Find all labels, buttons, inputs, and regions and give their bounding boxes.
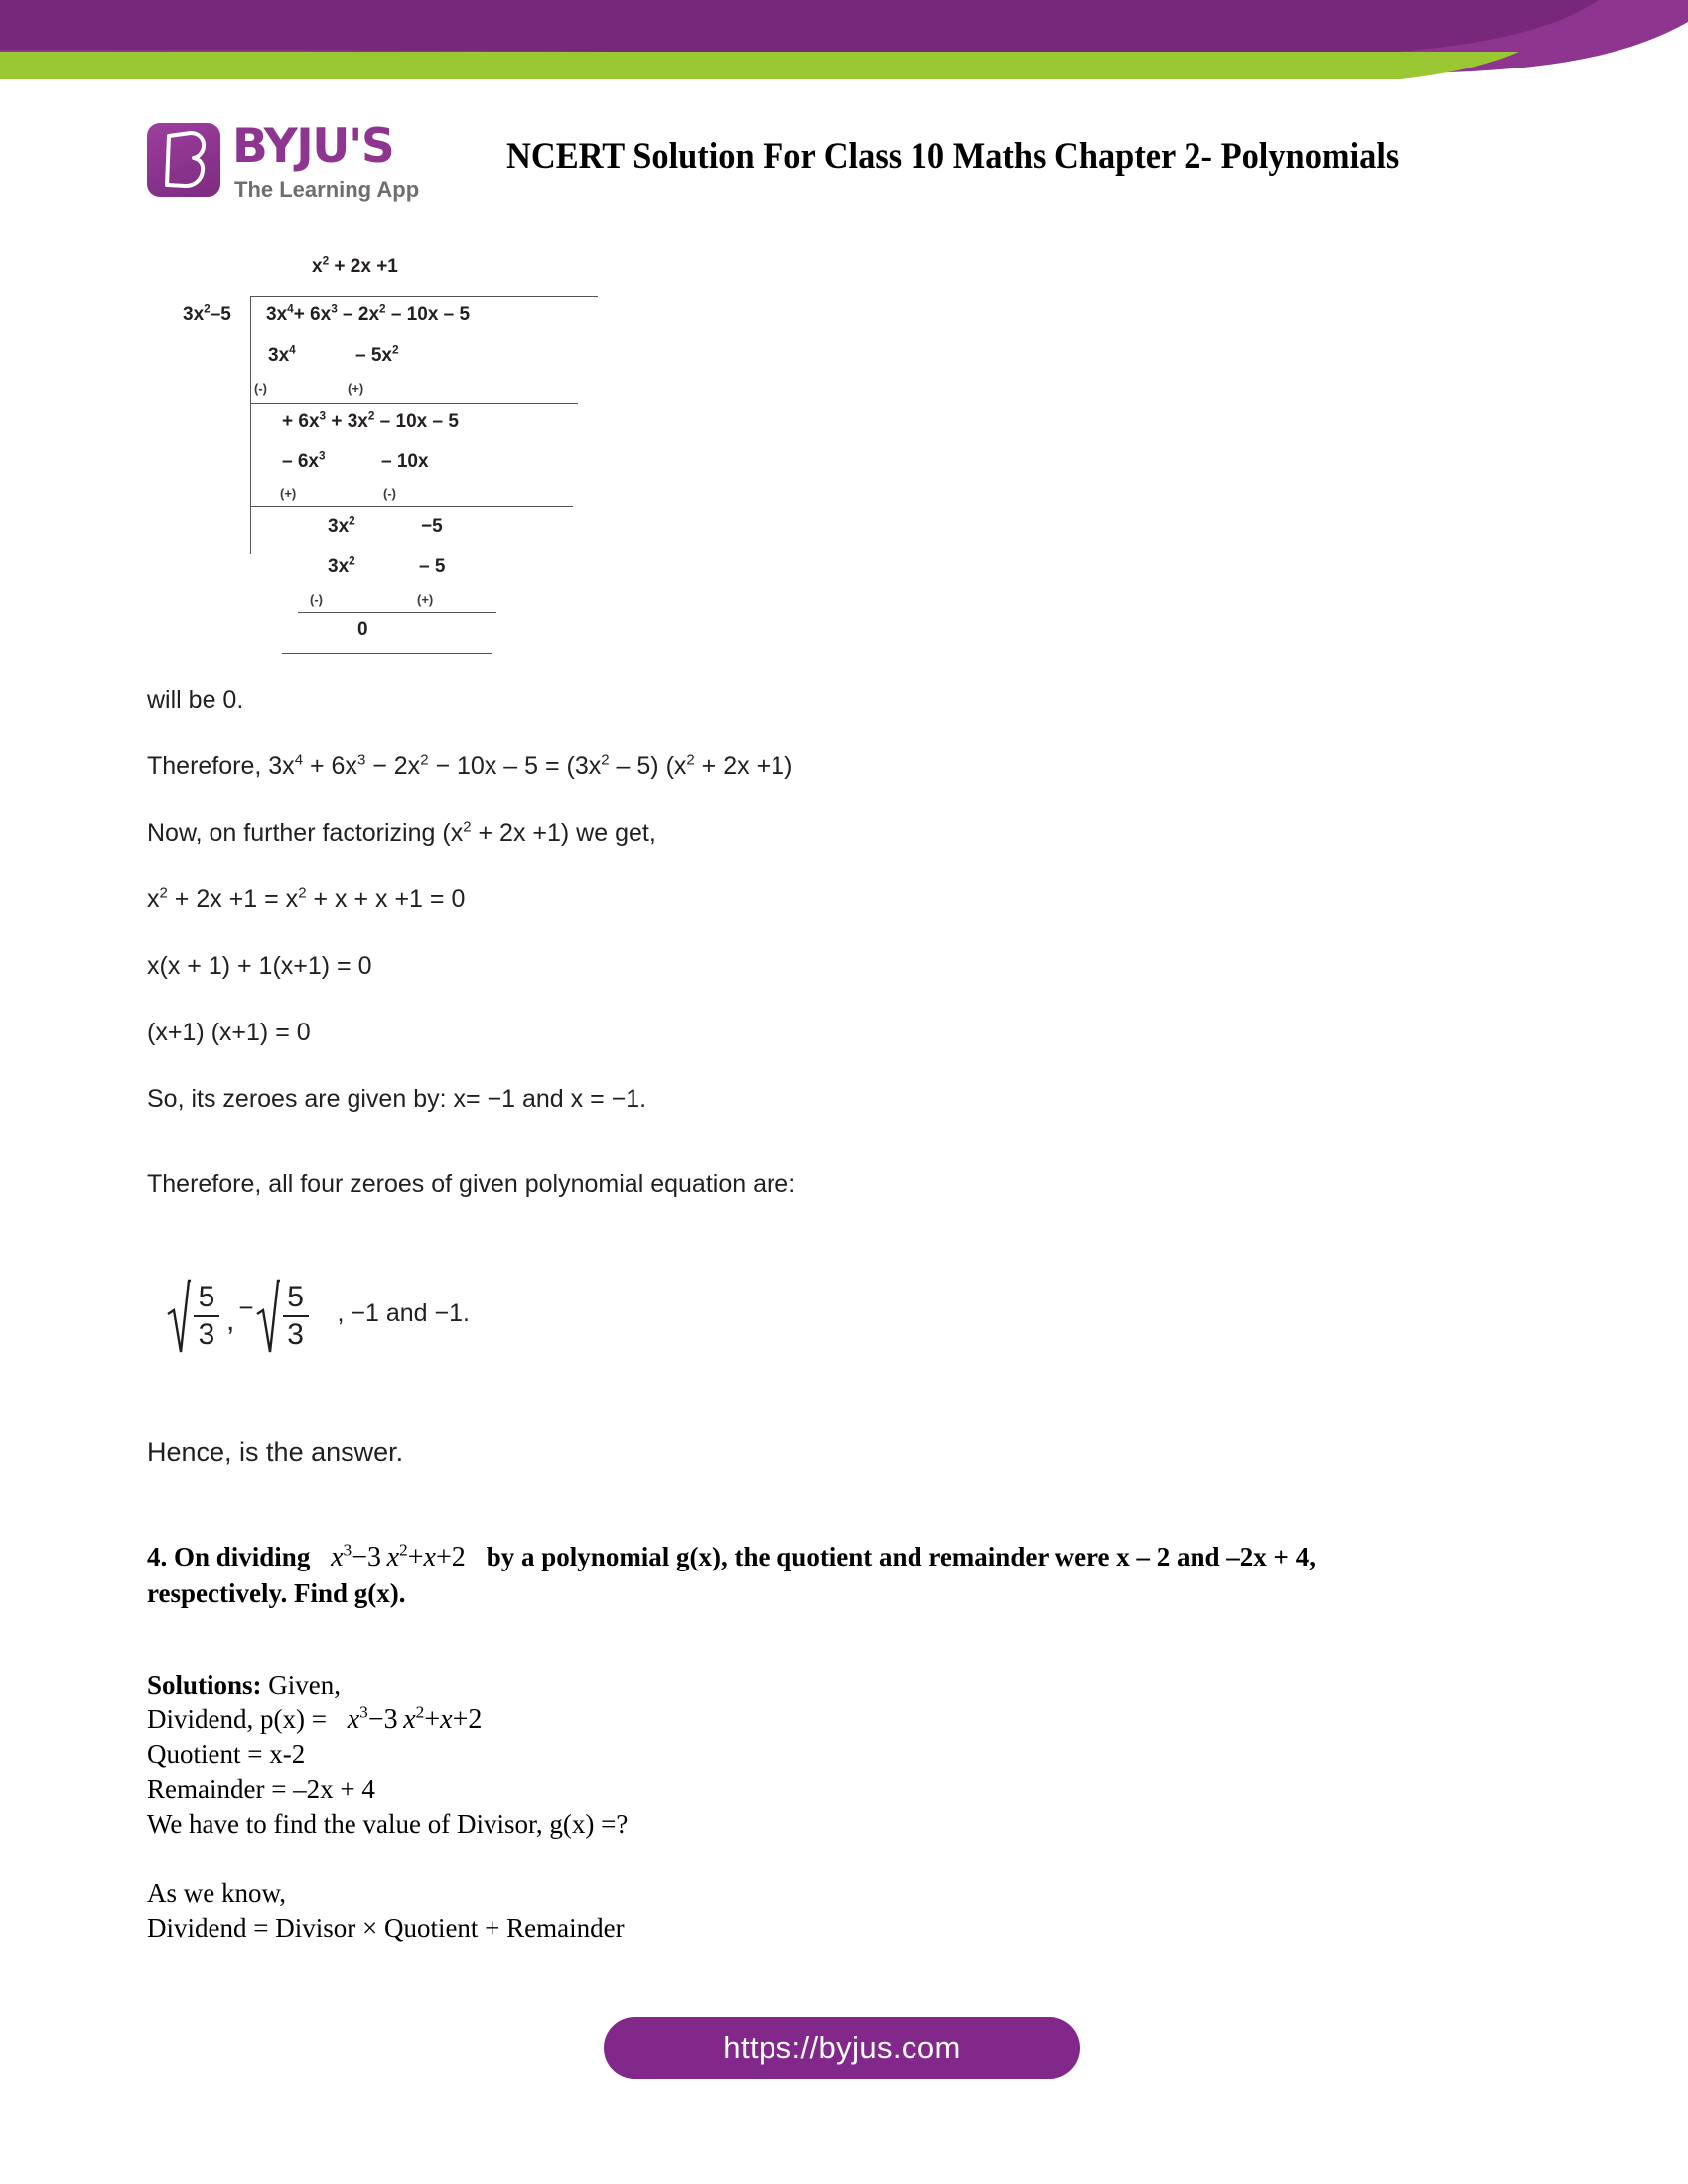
question-4-prefix: 4. On dividing [147, 1542, 311, 1571]
division-step-5-left: $3x^2$ [328, 554, 355, 577]
fraction-numerator-2: 5 [287, 1281, 304, 1313]
fraction-bar-2 [283, 1315, 309, 1317]
division-quotient: $x^2 + 2x +1$ [312, 254, 398, 277]
division-bracket-vertical [250, 296, 251, 554]
division-sign-1-left: (-) [254, 381, 267, 396]
division-sign-2-left: (+) [280, 486, 297, 501]
long-division-figure [183, 254, 707, 693]
fraction-five-thirds [191, 1273, 224, 1356]
page-title: NCERT Solution For Class 10 Maths Chapter 2- Polynomials [506, 136, 1400, 177]
solutions-given: Given, [268, 1670, 342, 1700]
division-step-1: $3x^4$ [268, 343, 296, 366]
division-sign-1-right: (+) [348, 381, 364, 396]
fraction-denominator-2: 3 [287, 1318, 304, 1351]
fraction-five-thirds-2 [280, 1273, 314, 1356]
fraction-denominator: 3 [198, 1318, 215, 1351]
division-rule-4 [282, 653, 492, 654]
line-all-four-zeroes: Therefore, all four zeroes of given polynomial equation are: [147, 1170, 796, 1198]
question-4-expression: $x^3-3$ $x^2+x+2$ [331, 1540, 487, 1572]
hence-answer-line: Hence, is the answer. [147, 1437, 404, 1467]
radical-sign-icon-2 [256, 1273, 280, 1356]
solutions-label: Solutions: [147, 1670, 262, 1700]
question-4-second-line: respectively. Find g(x). [147, 1578, 406, 1608]
radical-sign-icon [167, 1273, 191, 1356]
byjus-b-icon [147, 123, 220, 197]
sqrt-negative [256, 1273, 314, 1356]
division-step-4-left: $3x^2$ [328, 514, 355, 537]
byjus-tagline: The Learning App [234, 177, 420, 202]
byjus-logo [147, 119, 475, 218]
page-header [0, 117, 1688, 236]
solution-4-block [147, 1668, 1239, 1946]
division-step-5-right: – 5 [419, 556, 446, 577]
division-rule-1 [250, 403, 578, 404]
solution-spacer [147, 1842, 1239, 1876]
solution-find-divisor-row: We have to find the value of Divisor, g(x) =? [147, 1809, 629, 1839]
radical-zeroes-expression [167, 1273, 470, 1356]
solution-as-we-know-row: As we know, [147, 1878, 286, 1908]
fraction-bar [194, 1315, 219, 1317]
solution-identity-row: Dividend = Divisor × Quotient + Remainder [147, 1913, 625, 1943]
division-step-3-left: – $6x^3$ [282, 449, 326, 472]
division-step-1-right: – $5x^2$ [355, 343, 399, 366]
division-sign-3-left: (-) [310, 592, 323, 607]
division-step-2: + $6x^3 + 3x^2 - 10x - 5$ [282, 409, 459, 432]
sqrt-positive [167, 1273, 224, 1356]
fraction-numerator: 5 [198, 1281, 215, 1313]
solution-dividend-row [147, 1703, 1239, 1737]
question-4-middle: by a polynomial g(x), the quotient and remainder were x – 2 and –2x + 4, [486, 1542, 1316, 1571]
division-step-3-right: – 10x [381, 451, 429, 472]
byjus-url-button[interactable] [604, 2017, 1080, 2079]
radical-tail-text: , −1 and −1. [337, 1298, 470, 1327]
radical-minus-sign: − [238, 1292, 254, 1322]
byjus-url-label: https://byjus.com [723, 2030, 961, 2065]
division-dividend: $3x^4+ 6x^3 - 2x^2 - 10x - 5$ [266, 302, 471, 325]
division-rule-2 [250, 506, 573, 507]
division-rule-3 [298, 612, 496, 613]
division-sign-3-right: (+) [417, 592, 434, 607]
division-remainder: 0 [357, 619, 368, 640]
solution-given-row [147, 1668, 1239, 1703]
division-bracket-top [250, 296, 598, 297]
radical-comma: , [226, 1304, 235, 1337]
line-further-factorizing: Now, on further factorizing $(x^2 + 2x +1)$ we get, [147, 818, 656, 847]
dividend-label: Dividend, p(x) = [147, 1705, 327, 1734]
solution-quotient-row: Quotient = x-2 [147, 1739, 306, 1769]
division-divisor: $3x^2-5$ [183, 302, 231, 325]
byjus-wordmark: BYJU'S [232, 119, 394, 174]
line-will-be-zero: will be 0. [147, 686, 244, 714]
dividend-expression: $x^3-3$ $x^2+x+2$ [347, 1703, 483, 1735]
line-group: x(x + 1) + 1(x+1) = 0 [147, 952, 372, 980]
line-zeroes: So, its zeroes are given by: x= −1 and x = −1. [147, 1085, 647, 1113]
top-banner [0, 0, 1688, 79]
solution-text-block [147, 685, 1239, 1236]
line-therefore-factored: Therefore, $3x^4 + 6x^3 - 2x^2 - 10x - 5 = (3x^2 - 5) (x^2 + 2x +1)$ [147, 751, 793, 780]
division-step-4-right: −5 [421, 516, 443, 537]
solution-remainder-row: Remainder = –2x + 4 [147, 1774, 375, 1804]
question-4 [147, 1539, 1577, 1611]
division-sign-2-right: (-) [383, 486, 396, 501]
line-expand: $x^2 + 2x +1 = x^2 + x + x +1 = 0$ [147, 885, 466, 913]
line-factored: (x+1) (x+1) = 0 [147, 1019, 311, 1046]
